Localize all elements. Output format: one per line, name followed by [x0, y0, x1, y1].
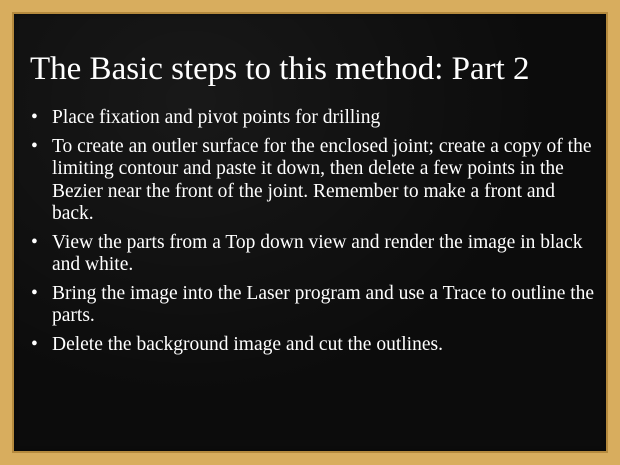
- slide-title: The Basic steps to this method: Part 2: [30, 51, 530, 87]
- bullet-item: [30, 232, 600, 277]
- bullet-item: [30, 283, 600, 328]
- bullet-text: Bring the image into the Laser program and use a Trace to outline the parts.: [52, 282, 595, 326]
- bullet-item: [30, 136, 600, 226]
- bullet-list: [30, 107, 600, 362]
- bullet-dot-icon: •: [31, 231, 38, 253]
- bullet-item: [30, 107, 600, 130]
- bullet-text: Delete the background image and cut the outlines.: [52, 333, 443, 355]
- bullet-dot-icon: •: [31, 282, 38, 304]
- bullet-dot-icon: •: [31, 135, 38, 157]
- bullet-text: To create an outler surface for the enclosed joint; create a copy of the limiting contour and paste it down, then delete a few points in the Bezier near the front of the joint. Remember to make a front and back.: [52, 135, 592, 224]
- bullet-dot-icon: •: [31, 107, 38, 128]
- bullet-text: View the parts from a Top down view and render the image in black and white.: [52, 231, 583, 275]
- bullet-item: [30, 334, 600, 357]
- bullet-dot-icon: •: [31, 333, 38, 355]
- bullet-text: Place fixation and pivot points for drilling: [52, 107, 381, 128]
